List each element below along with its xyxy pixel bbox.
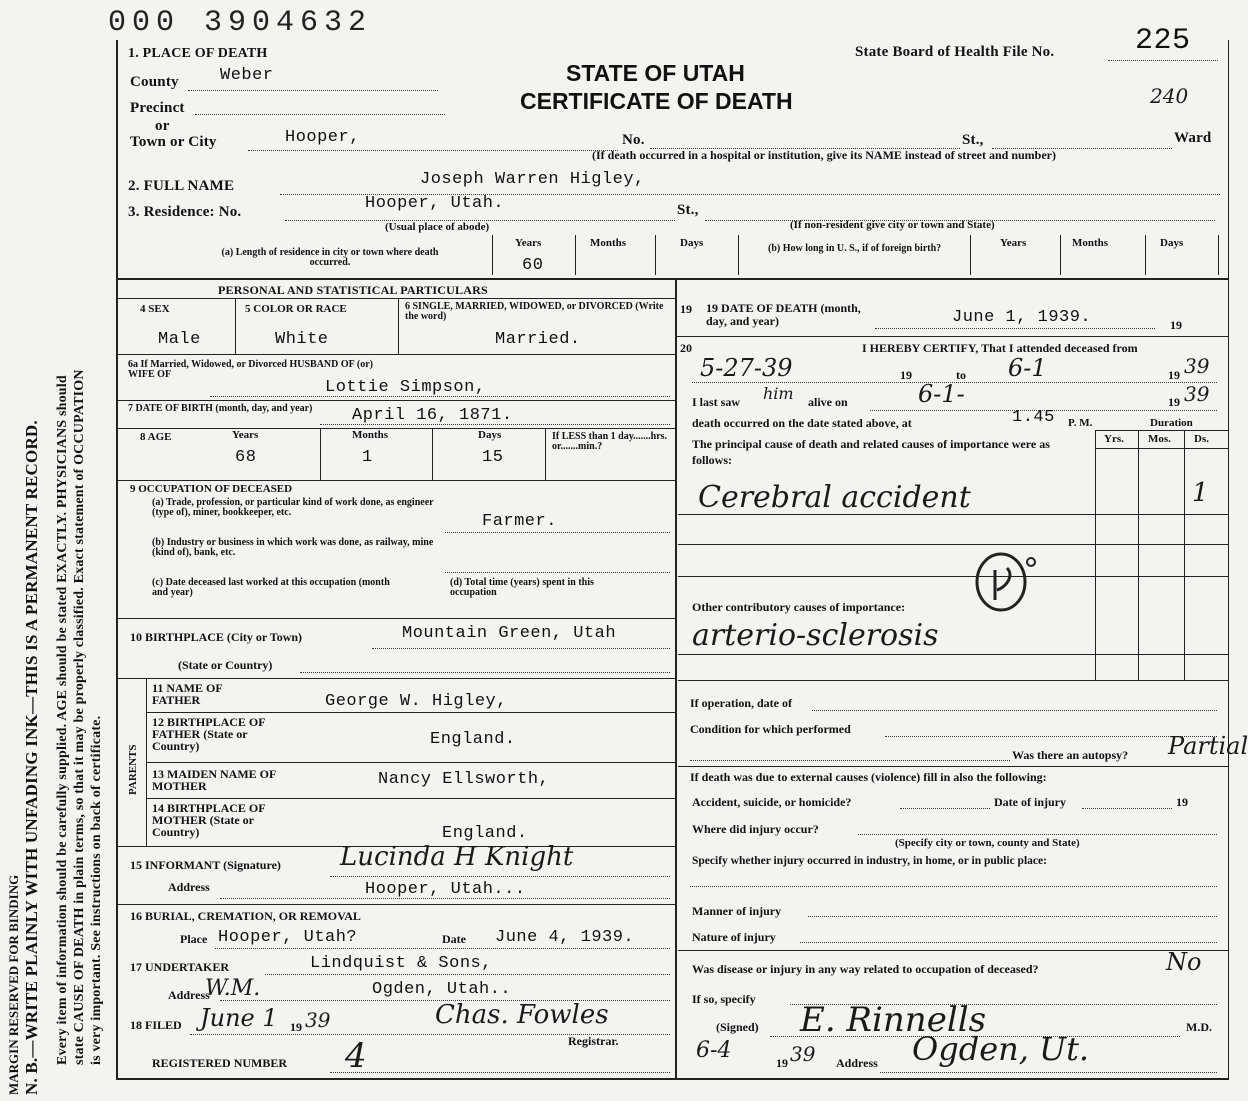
full-name-label: 2. FULL NAME xyxy=(128,178,235,194)
mother-name-value: Nancy Ellsworth, xyxy=(378,770,550,789)
informant-signature: Lucinda H Knight xyxy=(340,842,574,872)
age-years-label: Years xyxy=(232,429,259,441)
related-occupation-label: Was disease or injury in any way related to occupation of deceased? xyxy=(692,962,1039,976)
marital-label: 6 SINGLE, MARRIED, WIDOWED, or DIVORCED (Write the word) xyxy=(405,301,664,322)
attended-from: 5-27-39 xyxy=(700,354,793,382)
birthplace-value: Mountain Green, Utah xyxy=(402,624,617,643)
age-months-label: Months xyxy=(352,429,389,441)
contributory-cause: arterio-sclerosis xyxy=(692,618,939,653)
occupation-value: Farmer. xyxy=(482,512,557,531)
town-label: Town or City xyxy=(130,134,217,150)
date-of-death-label-no: 19 xyxy=(680,302,692,316)
to-year-prefix: 19 xyxy=(1168,368,1180,382)
undertaker-value: Lindquist & Sons, xyxy=(310,954,492,973)
age-months: 1 xyxy=(362,448,373,467)
accident-label: Accident, suicide, or homicide? xyxy=(692,795,852,809)
number-240: 240 xyxy=(1150,84,1189,108)
hospital-note: (If death occurred in a hospital or institution, give its NAME instead of street and number) xyxy=(592,148,1057,162)
duration-yrs-label: Yrs. xyxy=(1104,433,1124,445)
days-label: Days xyxy=(680,237,704,249)
burial-date: June 4, 1939. xyxy=(495,928,635,947)
alive-on-date: 6-1- xyxy=(918,380,965,408)
cause-label: The principal cause of death and related causes of importance were as follows: xyxy=(692,437,1050,467)
physician-address: Ogden, Ut. xyxy=(912,1030,1090,1068)
county-label: County xyxy=(130,74,179,90)
st-label: St., xyxy=(962,132,984,148)
burial-place-label: Place xyxy=(180,932,208,946)
age-label: 8 AGE xyxy=(140,431,172,443)
no-label: No. xyxy=(622,132,645,148)
autopsy-value: Partial xyxy=(1168,732,1248,760)
nonresident-note: (If non-resident give city or town and State) xyxy=(790,219,995,231)
operation-date-label: If operation, date of xyxy=(690,696,792,710)
ward-label: Ward xyxy=(1174,130,1212,146)
margin-instr-1: Every item of information should be carefully supplied. AGE should be stated EXACTLY. PHYSICIANS should xyxy=(55,375,70,1065)
father-name-label: 11 NAME OF FATHER xyxy=(152,681,223,707)
frame-bottom xyxy=(116,1078,1228,1080)
undertaker-address: Ogden, Utah.. xyxy=(372,980,512,999)
certify-label: I HEREBY CERTIFY, That I attended deceased from xyxy=(862,341,1138,355)
sex-value: Male xyxy=(158,330,201,349)
father-birthplace-value: England. xyxy=(430,730,516,749)
us-days-label: Days xyxy=(1160,237,1184,249)
informant-address: Hooper, Utah... xyxy=(365,880,526,899)
registrar-label: Registrar. xyxy=(568,1034,619,1048)
us-months-label: Months xyxy=(1072,237,1109,249)
filed-year: 39 xyxy=(305,1008,331,1032)
filed-date: June 1 xyxy=(200,1004,278,1032)
months-label: Months xyxy=(590,237,627,249)
injury-specify-note: (Specify city or town, county and State) xyxy=(895,837,1080,849)
informant-label: 15 INFORMANT (Signature) xyxy=(130,858,281,872)
filed-label: 18 FILED xyxy=(130,1018,182,1032)
mother-birthplace-value: England. xyxy=(442,824,528,843)
physician-signature: E. Rinnells xyxy=(800,1000,987,1040)
undertaker-address-signature: W.M. xyxy=(205,976,261,1001)
from-year-prefix: 19 xyxy=(900,368,912,382)
registered-number: 4 xyxy=(345,1036,367,1076)
date-of-death-year-prefix: 19 xyxy=(1170,318,1182,332)
less-than-day-label: If LESS than 1 day.......hrs. or.......min.? xyxy=(552,431,668,452)
frame-right xyxy=(1228,40,1229,1080)
related-occupation-value: No xyxy=(1166,948,1202,976)
margin-instr-2: state CAUSE OF DEATH in plain terms, so that it may be properly classified. Exact statement of OCCUPATION xyxy=(72,369,87,1065)
undertaker-address-label: Address xyxy=(168,988,210,1002)
file-no-label: State Board of Health File No. xyxy=(855,44,1055,60)
physician-year-prefix: 19 xyxy=(776,1056,788,1070)
father-birthplace-label: 12 BIRTHPLACE OF FATHER (State or Country) xyxy=(152,715,266,753)
last-saw-label: I last saw xyxy=(692,395,741,409)
mother-birthplace-label: 14 BIRTHPLACE OF MOTHER (State or Country) xyxy=(152,801,266,839)
us-years-label: Years xyxy=(1000,237,1027,249)
margin-binding: MARGIN RESERVED FOR BINDING xyxy=(6,874,21,1095)
spouse-label: 6a If Married, Widowed, or Divorced HUSBAND OF (or) WIFE OF xyxy=(128,359,373,380)
occupation-b-label: (b) Industry or business in which work was done, as railway, mine (kind of), bank, etc. xyxy=(152,537,434,558)
date-of-death-label: 19 DATE OF DEATH (month, day, and year) xyxy=(706,301,861,328)
external-causes-intro: If death was due to external causes (violence) fill in also the following: xyxy=(690,770,1047,784)
autopsy-label: Was there an autopsy? xyxy=(1012,748,1129,762)
place-of-death-label: 1. PLACE OF DEATH xyxy=(128,46,268,61)
manner-label: Manner of injury xyxy=(692,904,782,918)
serial-number: 000 3904632 xyxy=(108,6,373,40)
filed-year-prefix: 19 xyxy=(290,1020,302,1034)
residence-label: 3. Residence: No. xyxy=(128,204,242,220)
physician-date: 6-4 xyxy=(696,1038,732,1063)
registered-number-label: REGISTERED NUMBER xyxy=(152,1056,288,1070)
burial-date-label: Date xyxy=(442,932,466,946)
birthplace-label: 10 BIRTHPLACE (City or Town) xyxy=(130,630,303,644)
residence-st-label: St., xyxy=(677,202,699,218)
occupation-d-label: (d) Total time (years) spent in this occupation xyxy=(450,577,594,598)
usual-abode-note: (Usual place of abode) xyxy=(385,221,490,233)
injury-year-prefix: 19 xyxy=(1176,795,1188,809)
residence-value: Hooper, Utah. xyxy=(365,194,505,213)
death-time: 1.45 xyxy=(1012,408,1055,427)
physician-address-label: Address xyxy=(836,1056,878,1070)
us-residence-label: (b) How long in U. S., if of foreign birth? xyxy=(768,243,942,254)
parents-side-label: PARENTS xyxy=(127,744,139,795)
length-residence-label: (a) Length of residence in city or town where death occurred. xyxy=(221,247,439,268)
birthplace-state-label: (State or Country) xyxy=(178,658,273,672)
cause-duration-days: 1 xyxy=(1192,478,1209,508)
color-value: White xyxy=(275,330,329,349)
precinct-label: Precinct xyxy=(130,100,185,116)
town-value: Hooper, xyxy=(285,128,360,147)
age-days: 15 xyxy=(482,448,504,467)
burial-label: 16 BURIAL, CREMATION, OR REMOVAL xyxy=(130,909,361,923)
operation-condition-label: Condition for which performed xyxy=(690,722,851,736)
residence-years: 60 xyxy=(522,256,544,275)
age-days-label: Days xyxy=(478,429,502,441)
duration-mos-label: Mos. xyxy=(1148,433,1171,445)
margin-notice: N. B.—WRITE PLAINLY WITH UNFADING INK—THIS IS A PERMANENT RECORD. xyxy=(22,420,41,1095)
death-meridian: P. M. xyxy=(1068,417,1093,429)
father-name-value: George W. Higley, xyxy=(325,692,507,711)
burial-place: Hooper, Utah? xyxy=(218,928,358,947)
nature-label: Nature of injury xyxy=(692,930,776,944)
mother-name-label: 13 MAIDEN NAME OF MOTHER xyxy=(152,767,276,793)
county-value: Weber xyxy=(220,66,274,85)
alive-on-label: alive on xyxy=(808,395,848,409)
alive-year: 39 xyxy=(1184,382,1210,406)
contributory-label: Other contributory causes of importance: xyxy=(692,600,906,614)
registrar-signature: Chas. Fowles xyxy=(435,1000,609,1030)
or-label: or xyxy=(155,118,170,134)
md-label: M.D. xyxy=(1186,1020,1212,1034)
injury-industry-label: Specify whether injury occurred in industry, in home, or in public place: xyxy=(692,855,1047,867)
state-title: STATE OF UTAH xyxy=(566,60,745,86)
registrar-circle-mark-icon xyxy=(965,548,1045,618)
attended-to-label: to xyxy=(956,368,966,382)
alive-year-prefix: 19 xyxy=(1168,395,1180,409)
personal-section-label: PERSONAL AND STATISTICAL PARTICULARS xyxy=(218,283,488,297)
age-years: 68 xyxy=(235,448,257,467)
attended-to-year: 39 xyxy=(1184,354,1210,378)
file-number: 225 xyxy=(1135,24,1191,58)
dob-label: 7 DATE OF BIRTH (month, day, and year) xyxy=(128,403,313,414)
years-label: Years xyxy=(515,237,542,249)
duration-label: Duration xyxy=(1150,417,1193,429)
color-label: 5 COLOR OR RACE xyxy=(245,303,347,315)
attended-to: 6-1 xyxy=(1008,354,1047,382)
certificate-title: CERTIFICATE OF DEATH xyxy=(520,88,793,114)
frame-left xyxy=(116,40,118,1080)
occupation-a-label: (a) Trade, profession, or particular kind of work done, as engineer (type of), miner, bookkeeper, etc. xyxy=(152,497,434,518)
dob-value: April 16, 1871. xyxy=(352,406,513,425)
physician-year: 39 xyxy=(790,1042,816,1066)
occupation-label: 9 OCCUPATION OF DECEASED xyxy=(130,483,293,495)
injury-date-label: Date of injury xyxy=(994,795,1066,809)
primary-cause: Cerebral accident xyxy=(698,480,971,515)
informant-address-label: Address xyxy=(168,880,210,894)
margin-instr-3: is very important. See instructions on back of certificate. xyxy=(89,715,104,1065)
spouse-value: Lottie Simpson, xyxy=(325,378,486,397)
marital-value: Married. xyxy=(495,330,581,349)
full-name-value: Joseph Warren Higley, xyxy=(420,170,645,189)
certify-no: 20 xyxy=(680,341,692,355)
duration-ds-label: Ds. xyxy=(1194,433,1209,445)
signed-label: (Signed) xyxy=(716,1020,759,1034)
death-occurred-label: death occurred on the date stated above, at xyxy=(692,416,912,430)
sex-label: 4 SEX xyxy=(140,303,170,315)
last-saw-pronoun: him xyxy=(763,384,794,403)
date-of-death: June 1, 1939. xyxy=(952,308,1092,327)
if-so-specify-label: If so, specify xyxy=(692,992,756,1006)
occupation-c-label: (c) Date deceased last worked at this occupation (month and year) xyxy=(152,577,390,598)
undertaker-label: 17 UNDERTAKER xyxy=(130,960,230,974)
injury-where-label: Where did injury occur? xyxy=(692,822,819,836)
